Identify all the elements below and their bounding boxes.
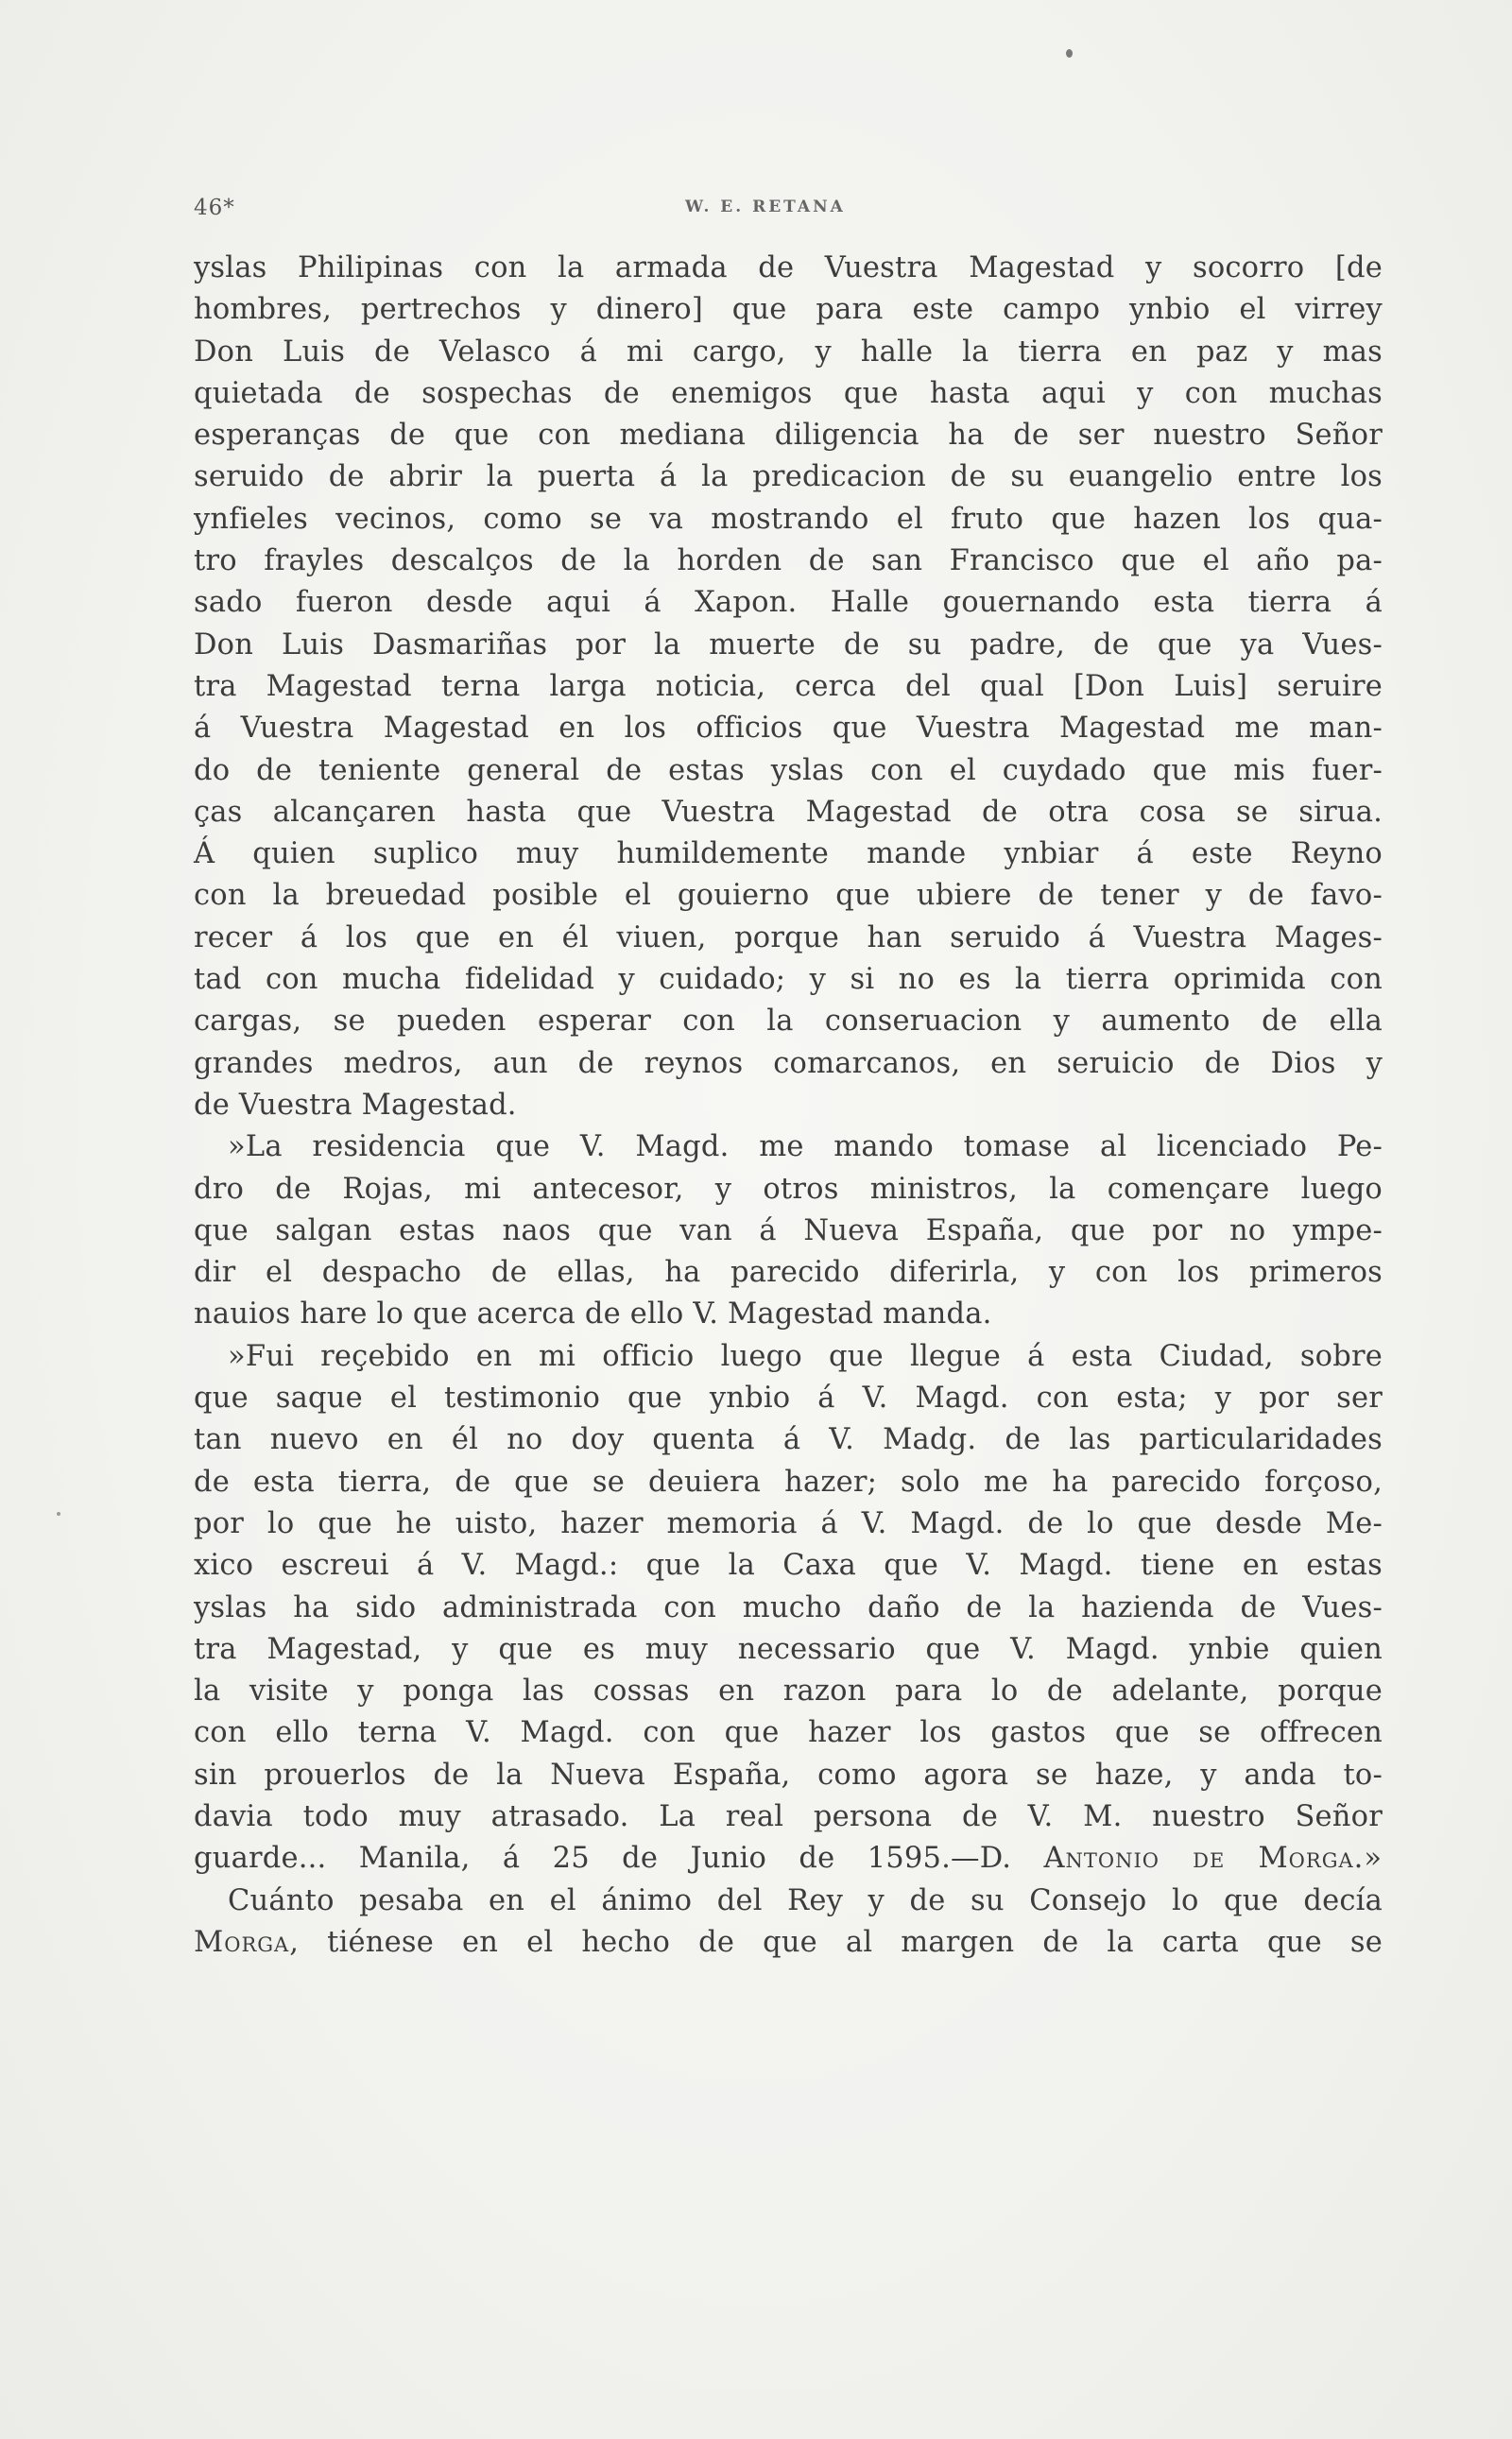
text-line: ças alcançaren hasta que Vuestra Magestad de otra cosa se sirua. (194, 795, 1383, 829)
print-speck (1066, 49, 1073, 58)
text-line: tro frayles descalços de la horden de san Francisco que el año pa- (194, 544, 1383, 578)
text-line: de Vuestra Magestad. (194, 1088, 517, 1122)
running-head: W. E. RETANA (685, 198, 846, 216)
text-line: tra Magestad terna larga noticia, cerca del qual [Don Luis] seruire (194, 669, 1383, 703)
line-continuation: , tiénese en el hecho de que al margen de la carta que se (289, 1925, 1383, 1959)
text-line: recer á los que en él viuen, porque han seruido á Vuestra Mages- (194, 920, 1383, 954)
text-line: Don Luis de Velasco á mi cargo, y halle la tierra en paz y mas (194, 335, 1383, 369)
signature: Antonio de Morga.» (1043, 1842, 1383, 1876)
text-line: cargas, se pueden esperar con la conseruacion y aumento de ella (194, 1005, 1383, 1039)
text-line: nauios hare lo que acerca de ello V. Magestad manda. (194, 1297, 992, 1331)
text-line: tan nuevo en él no doy quenta á V. Madg. de las particularidades (194, 1423, 1383, 1457)
text-line: por lo que he uisto, hazer memoria á V. Magd. de lo que desde Me- (194, 1506, 1383, 1540)
text-line: que saque el testimonio que ynbio á V. Magd. con esta; y por ser (194, 1382, 1383, 1416)
text-line: que salgan estas naos que van á Nueva España, que por no ympe- (194, 1213, 1383, 1247)
text-line: sin prouerlos de la Nueva España, como agora se haze, y anda to- (194, 1758, 1383, 1792)
text-line: dro de Rojas, mi antecesor, y otros ministros, la començare luego (194, 1172, 1383, 1206)
text-line: Á quien suplico muy humildemente mande ynbiar á este Reyno (194, 837, 1383, 871)
page-number: 46* (194, 196, 235, 220)
text-line: yslas Philipinas con la armada de Vuestra Magestad y socorro [de (194, 251, 1383, 284)
text-line: Don Luis Dasmariñas por la muerte de su padre, de que ya Vues- (194, 627, 1383, 661)
text-line: yslas ha sido administrada con mucho daño de la hazienda de Vues- (194, 1590, 1383, 1624)
text-line signature-line (194, 1838, 1383, 1880)
page-header (194, 196, 1384, 224)
text-line: hombres, pertrechos y dinero] que para este campo ynbio el virrey (194, 293, 1383, 327)
text-line: sado fueron desde aqui á Xapon. Halle gouernando esta tierra á (194, 586, 1383, 620)
text-line: ynfieles vecinos, como se va mostrando el fruto que hazen los qua- (194, 502, 1383, 536)
text-line: »Fui reçebido en mi officio luego que llegue á esta Ciudad, sobre (228, 1339, 1383, 1373)
text-line: con ello terna V. Magd. con que hazer los gastos que se offrecen (194, 1716, 1383, 1750)
text-line: quietada de sospechas de enemigos que hasta aqui y con muchas (194, 376, 1383, 410)
text-line: tra Magestad, y que es muy necessario que V. Magd. ynbie quien (194, 1632, 1383, 1666)
text-line: con la breuedad posible el gouierno que ubiere de tener y de favo- (194, 879, 1383, 913)
text-line: tad con mucha fidelidad y cuidado; y si no es la tierra oprimida con (194, 963, 1383, 997)
text-line: la visite y ponga las cossas en razon para lo de adelante, porque (194, 1675, 1383, 1709)
text-line: de esta tierra, de que se deuiera hazer; solo me ha parecido forçoso, (194, 1465, 1383, 1499)
text-line: »La residencia que V. Magd. me mando tomase al licenciado Pe- (228, 1130, 1383, 1164)
text-line: esperanças de que con mediana diligencia ha de ser nuestro Señor (194, 419, 1383, 453)
text-line (194, 1922, 1383, 1964)
text-line: davia todo muy atrasado. La real persona de V. M. nuestro Señor (194, 1799, 1383, 1833)
text-line: grandes medros, aun de reynos comarcanos, en seruicio de Dios y (194, 1046, 1383, 1080)
print-speck (57, 1512, 60, 1516)
closing-text: guarde... Manila, á 25 de Junio de 1595.—D. (194, 1842, 1044, 1876)
text-line: xico escreui á V. Magd.: que la Caxa que V. Magd. tiene en estas (194, 1549, 1383, 1583)
text-line: Cuánto pesaba en el ánimo del Rey y de su Consejo lo que decía (228, 1883, 1383, 1917)
text-line: dir el despacho de ellas, ha parecido diferirla, y con los primeros (194, 1256, 1383, 1290)
body-text (194, 248, 1383, 1964)
text-line: seruido de abrir la puerta á la predicacion de su euangelio entre los (194, 460, 1383, 494)
text-line: á Vuestra Magestad en los officios que Vuestra Magestad me man- (194, 712, 1383, 746)
text-line: do de teniente general de estas yslas con el cuydado que mis fuer- (194, 753, 1383, 787)
name-morga: Morga (194, 1925, 290, 1959)
